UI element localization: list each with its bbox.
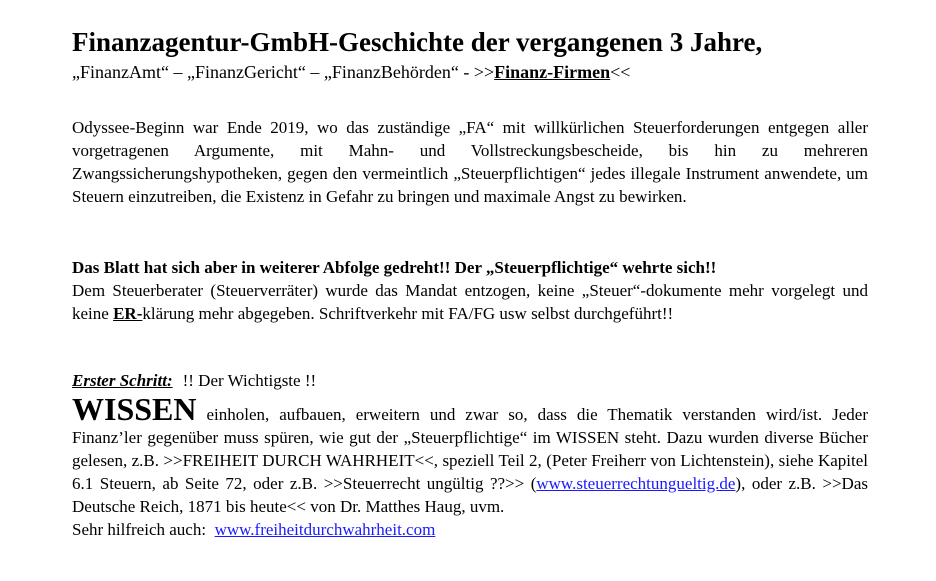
paragraph-turnaround — [72, 256, 868, 325]
subtitle-prefix: „FinanzAmt“ – „FinanzGericht“ – „FinanzBehörden“ - >> — [72, 62, 495, 82]
freiheit-link[interactable]: www.freiheitdurchwahrheit.com — [214, 520, 436, 539]
document-title: Finanzagentur-GmbH-Geschichte der vergangenen 3 Jahre, — [72, 27, 763, 57]
steuerrecht-link[interactable]: www.steuerrechtungueltig.de — [536, 474, 736, 493]
wissen-word: WISSEN — [72, 391, 197, 427]
first-step-text: !! Der Wichtigste !! — [182, 371, 317, 390]
er-marker: ER- — [113, 304, 143, 323]
document-subtitle — [72, 62, 630, 83]
paragraph-odyssey: Odyssee-Beginn war Ende 2019, wo das zuständige „FA“ mit willkürlichen Steuerforderungen entgegen aller vorgetragenen Argumente, mit Mahn- und Vollstreckungsbescheide, bis hin zu mehreren Zwangssicherungshypotheken, gegen den vermeintlich „Steuerpflichtigen“ jedes illegale Instrument anwendete, um Steuern einzutreiben, die Existenz in Gefahr zu bringen und maximale Angst zu bewirken. — [72, 118, 868, 206]
turnaround-text-after: klärung mehr abgegeben. Schriftverkehr mit FA/FG usw selbst durchgeführt!! — [142, 304, 674, 323]
subtitle-suffix: << — [610, 62, 631, 82]
knowledge-text-2: ), oder z.B. >>Das Deutsche Reich, 1871 bis heute<< von Dr. Matthes Haug, uvm. — [72, 474, 868, 516]
turnaround-headline: Das Blatt hat sich aber in weiterer Abfolge gedreht!! Der „Steuerpflichtige“ wehrte sich!! — [72, 258, 717, 277]
helpful-label: Sehr hilfreich auch: — [72, 520, 207, 539]
paragraph-knowledge — [72, 391, 868, 541]
subtitle-emphasis: Finanz-Firmen — [494, 62, 611, 82]
first-step-label: Erster Schritt: — [72, 371, 173, 390]
turnaround-text-before: Dem Steuerberater (Steuerverräter) wurde das Mandat entzogen, keine „Steuer“-dokumente mehr vorgelegt und keine — [72, 281, 868, 323]
knowledge-text-1: einholen, aufbauen, erweitern und zwar so, dass die Thematik verstanden wird/ist. Jeder Finanz’ler gegenüber muss spüren, wie gut der „Steuerpflichtige“ im WISSEN steht. Dazu wurden diverse Bücher gelesen, z.B. >>FREIHEIT DURCH WAHRHEIT<<, speziell Teil 2, (Peter Freiherr von Lichtenstein), siehe Kapitel 6.1 Steuern, ab Seite 72, oder z.B. >>Steuerrecht ungültig ??>> ( — [72, 405, 868, 493]
first-step-heading — [72, 371, 316, 391]
